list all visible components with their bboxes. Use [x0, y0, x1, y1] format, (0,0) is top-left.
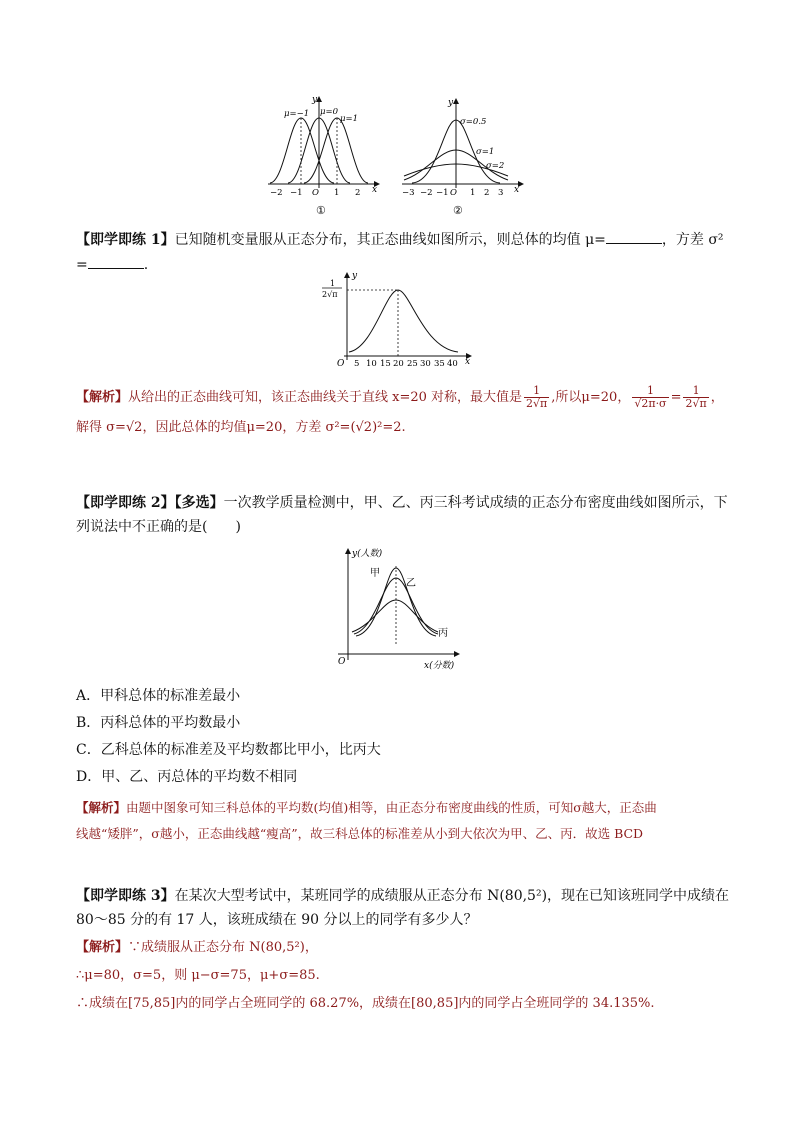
panel2-tick-2: 2 — [484, 188, 490, 198]
q1-answer-a: 从给出的正态曲线可知，该正态曲线关于直线 x=20 对称，最大值是 — [128, 390, 523, 405]
mu-label-0: μ=0 — [320, 107, 339, 117]
q2-option-d[interactable]: D．甲、乙、丙总体的平均数不相同 — [76, 769, 298, 785]
q1-text-d: . — [143, 257, 149, 273]
panel1-caption: ① — [316, 204, 326, 217]
q2-answer-tag: 【解析】 — [76, 800, 127, 815]
q1-answer-b: ,所以μ=20， — [551, 390, 631, 405]
panel2-tick-neg3: −3 — [402, 188, 415, 198]
panel1-tick-2: 2 — [355, 188, 361, 198]
q1-tick-40: 40 — [447, 359, 458, 369]
q3-answer-line2: ∴μ=80，σ=5，则 μ−σ=75，μ+σ=85. — [76, 968, 320, 983]
q1-answer-eq: = — [670, 390, 682, 405]
sigma-label-1: σ=1 — [476, 147, 495, 157]
q2-label-jia: 甲 — [370, 568, 380, 579]
q1-graph — [318, 268, 478, 372]
q1-x-label: x — [465, 357, 471, 367]
q1-normal-curve — [349, 290, 458, 352]
panel1-tick-origin: O — [312, 188, 319, 198]
q1-answer-tag: 【解析】 — [76, 390, 129, 405]
q2-y-label: y(人数) — [352, 549, 383, 559]
q2-option-b[interactable]: B．丙科总体的平均数最小 — [76, 715, 241, 731]
panel2-tick-3: 3 — [498, 188, 504, 198]
q2-x-arrow — [454, 651, 460, 657]
q1-tick-25: 25 — [407, 359, 418, 369]
q1-tick-35: 35 — [434, 359, 445, 369]
q2-y-arrow — [345, 548, 351, 554]
panel2-tick-origin: O — [450, 188, 457, 198]
curve-mu-neg1 — [270, 118, 334, 183]
q1-answer-c: ， — [710, 390, 724, 405]
q2-x-label: x(分数) — [424, 661, 455, 671]
mu-label-1: μ=1 — [340, 114, 359, 124]
q1-tick-5: 5 — [354, 359, 360, 369]
q2-tag: 【即学即练 2】 — [76, 495, 175, 511]
q1-text-a: 已知随机变量服从正态分布，其正态曲线如图所示，则总体的均值 μ= — [174, 232, 606, 248]
panel2-x-label: x — [514, 185, 520, 195]
q2-label-yi: 乙 — [406, 578, 416, 589]
q1-answer-frac2: $\frac{1}{√2\pi\cdot\sigma}$ — [634, 384, 667, 410]
q1-answer-line2: 解得 σ=√2，因此总体的均值μ=20，方差 σ²=(√2)²=2. — [76, 420, 406, 435]
q2-text-b: 列说法中不正确的是( ) — [76, 519, 241, 535]
panel2-y-label: y — [448, 98, 454, 108]
panel2-tick-neg2: −2 — [420, 188, 433, 198]
q2-option-c[interactable]: C．乙科总体的标准差及平均数都比甲小，比丙大 — [76, 742, 381, 758]
q1-origin: O — [337, 359, 345, 369]
q3-text-b: 80～85 分的有 17 人，该班成绩在 90 分以上的同学有多少人？ — [76, 912, 478, 928]
q1-text-c: = — [76, 257, 88, 273]
mu-label-neg1: μ=−1 — [284, 109, 310, 119]
q2-answer — [76, 795, 756, 847]
q2-tag-multi: 【多选】 — [174, 495, 224, 511]
q2-answer-line2: 线越“矮胖”，σ越小，正态曲线越“瘦高”，故三科总体的标准差从小到大依次为甲、乙、丙．故选 BCD — [76, 826, 644, 841]
q3-answer-tag: 【解析】 — [76, 940, 129, 955]
panel1-y-label: y — [312, 95, 318, 105]
q3-answer — [76, 934, 766, 1018]
panel1-tick-neg1: −1 — [290, 188, 303, 198]
q1-answer — [76, 380, 756, 440]
q1-blank-mean[interactable] — [606, 227, 662, 244]
q1-y-arrow — [344, 272, 350, 278]
q1-blank-variance[interactable] — [88, 252, 144, 269]
q1-text-b: ，方差 σ² — [661, 232, 724, 248]
panel2-y-arrow — [453, 98, 459, 104]
q1-tick-15: 15 — [380, 359, 391, 369]
q3-tag: 【即学即练 3】 — [76, 888, 175, 904]
panel-1-mu — [268, 95, 380, 217]
q1-answer-frac1: $\frac{1}{2√\pi}$ — [526, 384, 548, 410]
q1-tick-10: 10 — [366, 359, 377, 369]
q2-label-bing: 丙 — [438, 628, 448, 639]
q1-y-label: y — [352, 271, 358, 281]
q2-text-a: 一次教学质量检测中，甲、乙、丙三科考试成绩的正态分布密度曲线如图所示，下 — [223, 495, 728, 511]
q3-question — [76, 884, 756, 932]
q2-options — [76, 683, 736, 791]
q2-option-a[interactable]: A．甲科总体的标准差最小 — [76, 688, 241, 704]
q3-text-a: 在某次大型考试中，某班同学的成绩服从正态分布 N(80,5²)，现在已知该班同学中成绩在 — [174, 888, 730, 904]
sigma-label-0.5: σ=0.5 — [460, 117, 487, 127]
q1-tick-20: 20 — [393, 359, 404, 369]
q2-origin: O — [338, 657, 346, 667]
q1-ylabel-den: 2√π — [322, 290, 338, 299]
q1-tag: 【即学即练 1】 — [76, 232, 175, 248]
q2-question — [76, 491, 756, 539]
panel1-x-label: x — [372, 185, 378, 195]
panel-2-sigma — [402, 98, 524, 217]
q1-tick-30: 30 — [420, 359, 431, 369]
panel1-tick-1: 1 — [334, 188, 340, 198]
q3-answer-line3: ∴成绩在[75,85]内的同学占全班同学的 68.27%，成绩在[80,85]内的同学占全班同学的 34.135%. — [76, 996, 655, 1011]
q3-answer-line1: ∵成绩服从正态分布 N(80,5²)， — [128, 940, 318, 955]
q1-answer-frac3: $\frac{1}{2√\pi}$ — [685, 384, 707, 410]
panel2-tick-1: 1 — [470, 188, 476, 198]
panel2-tick-neg1: −1 — [436, 188, 449, 198]
curve-mu-1 — [304, 118, 368, 183]
panel2-caption: ② — [453, 204, 463, 217]
figure-normal-curves — [262, 92, 532, 220]
sigma-label-2: σ=2 — [486, 161, 505, 171]
q2-graph — [330, 544, 462, 674]
q1-ylabel-num: 1 — [330, 279, 336, 288]
q1-answer-line1 — [76, 380, 756, 416]
q2-answer-line1: 由题中图象可知三科总体的平均数(均值)相等，由正态分布密度曲线的性质，可知σ越大，正态曲 — [126, 800, 657, 815]
panel1-tick-neg2: −2 — [270, 188, 283, 198]
